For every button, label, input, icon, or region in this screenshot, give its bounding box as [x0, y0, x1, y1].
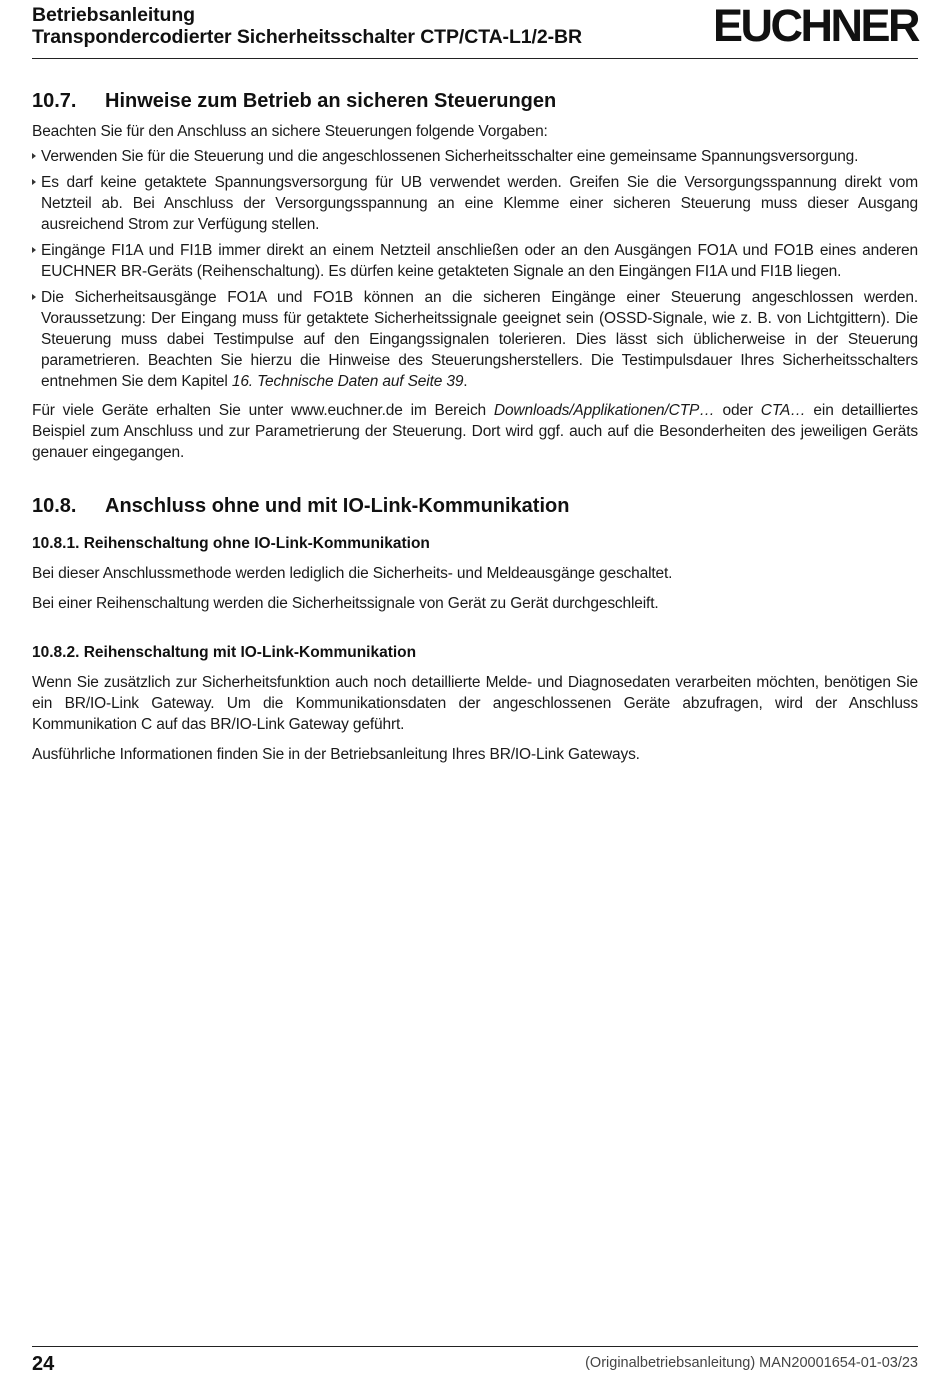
- list-item-text: Die Sicherheitsausgänge FO1A und FO1B können an die sicheren Eingänge einer Steuerung angeschlossen werden. Voraussetzung: Der Eingang muss für getaktete Sicherheitssignale geeignet sein (OSSD-Signale, wie z. B. von Lichtgittern). Die Steuerung muss dabei Testimpulse auf den Eingangssignalen tolerieren. Dies lässt sich üblicherweise in der Steuerung parametrieren. Beachten Sie hierzu die Hinweise des Steuerungsherstellers. Die Testimpulsdauer Ihres Sicherheitsschalters entnehmen Sie dem Kapitel: [41, 289, 918, 390]
- paragraph-text: Für viele Geräte erhalten Sie unter www.euchner.de im Bereich: [32, 402, 494, 419]
- header-doc-type: Betriebsanleitung: [32, 4, 195, 26]
- chapter-reference: 16. Technische Daten auf Seite 39: [231, 373, 464, 390]
- list-item: [32, 172, 918, 235]
- bullet-arrow-icon: [32, 247, 36, 253]
- page-header: [32, 2, 918, 59]
- list-item-text-end: .: [463, 373, 468, 390]
- section-heading-10-8: [32, 493, 918, 519]
- page-number: 24: [32, 1353, 55, 1375]
- downloads-path-ctp: Downloads/Applikationen/CTP…: [493, 402, 715, 419]
- paragraph: Bei dieser Anschlussmethode werden lediglich die Sicherheits- und Meldeausgänge geschaltet.: [32, 565, 673, 582]
- paragraph: Bei einer Reihenschaltung werden die Sicherheitssignale von Gerät zu Gerät durchgeschleift.: [32, 595, 659, 612]
- subsection-heading-10-8-1: 10.8.1. Reihenschaltung ohne IO-Link-Kommunikation: [32, 535, 430, 552]
- section-intro: Beachten Sie für den Anschluss an sichere Steuerungen folgende Vorgaben:: [32, 123, 548, 140]
- bullet-arrow-icon: [32, 294, 36, 300]
- list-item-text: Verwenden Sie für die Steuerung und die angeschlossenen Sicherheitsschalter eine gemeinsame Spannungsversorgung.: [41, 148, 859, 165]
- document-id: (Originalbetriebsanleitung) MAN20001654-01-03/23: [585, 1355, 918, 1371]
- list-item: [32, 287, 918, 392]
- page-content: [32, 88, 918, 765]
- list-item-text: Eingänge FI1A und FI1B immer direkt an einem Netzteil anschließen oder an den Ausgängen FO1A und FO1B eines anderen EUCHNER BR-Geräts (Reihenschaltung). Es dürfen keine getakteten Signale an den Eingängen FI1A und FI1B liegen.: [41, 242, 918, 280]
- page-footer: [32, 1346, 918, 1379]
- subsection-heading-10-8-2: 10.8.2. Reihenschaltung mit IO-Link-Kommunikation: [32, 644, 417, 661]
- euchner-logo: EUCHNER: [712, 0, 918, 51]
- header-titles: [32, 4, 582, 48]
- section-number: 10.8.: [32, 495, 77, 517]
- downloads-path-cta: CTA…: [760, 402, 806, 419]
- requirements-list: [32, 146, 918, 392]
- section-title: Anschluss ohne und mit IO-Link-Kommunikation: [105, 495, 570, 517]
- section-title: Hinweise zum Betrieb an sicheren Steuerungen: [105, 90, 557, 112]
- paragraph-text: ein detailliertes Beispiel zum Anschluss und zur Parametrierung der Steuerung. Dort wird ggf. auch auf die Besonderheiten des jeweiligen Geräts genauer eingegangen.: [32, 402, 918, 461]
- list-item-text: Es darf keine getaktete Spannungsversorgung für UB verwendet werden. Greifen Sie die Versorgungsspannung direkt vom Netzteil ab. Bei Anschluss der Versorgungsspannung an eine Klemme einer sicheren Steuerung muss dieser Ausgang ausreichend Strom zur Verfügung stellen.: [41, 174, 918, 233]
- paragraph-text: oder: [714, 402, 761, 419]
- list-item: [32, 146, 918, 167]
- paragraph: Ausführliche Informationen finden Sie in der Betriebsanleitung Ihres BR/IO-Link Gateways.: [32, 746, 640, 763]
- header-product-title: Transpondercodierter Sicherheitsschalter CTP/CTA-L1/2-BR: [32, 26, 582, 48]
- list-item: [32, 240, 918, 282]
- paragraph: Wenn Sie zusätzlich zur Sicherheitsfunktion auch noch detaillierte Melde- und Diagnosedaten verarbeiten möchten, benötigen Sie ein BR/IO-Link Gateway. Um die Kommunikationsdaten der angeschlossenen Geräte abzufragen, wird der Anschluss Kommunikation C auf das BR/IO-Link Gateway geführt.: [32, 674, 918, 733]
- bullet-arrow-icon: [32, 153, 36, 159]
- bullet-arrow-icon: [32, 179, 36, 185]
- section-heading-10-7: [32, 88, 918, 114]
- downloads-paragraph: [32, 400, 918, 463]
- section-number: 10.7.: [32, 90, 77, 112]
